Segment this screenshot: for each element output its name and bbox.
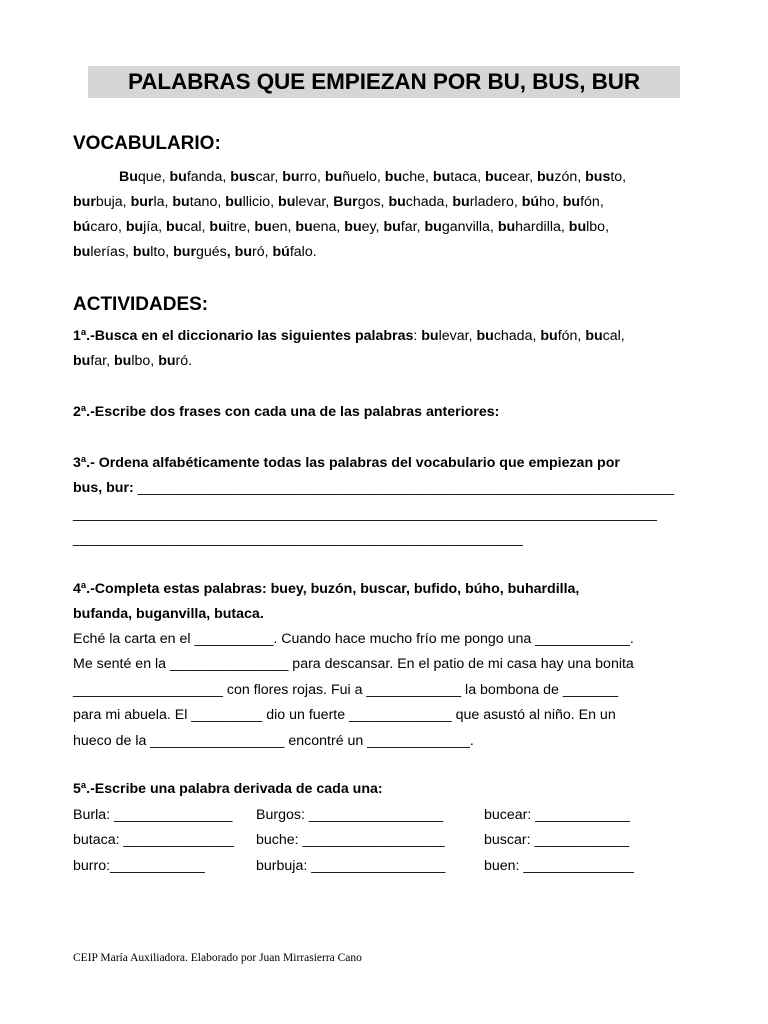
word-fragment: rro,	[299, 169, 325, 185]
word-fragment: che,	[402, 169, 433, 185]
word-fragment: chada,	[405, 194, 453, 210]
bold-syllable: bu	[562, 194, 581, 210]
word-fragment: :	[413, 328, 422, 344]
bold-syllable: 1ª.-Busca en el diccionario las siguientes palabras	[73, 328, 414, 344]
word-fragment: ey,	[361, 219, 384, 235]
derivada-cell: butaca: ______________	[73, 832, 234, 848]
word-fragment: caro,	[90, 219, 126, 235]
word-fragment: cear,	[502, 169, 537, 185]
bold-syllable: bu	[476, 328, 494, 344]
activity-3-label: bus, bur:	[73, 480, 134, 496]
bold-syllable: bu	[282, 169, 300, 185]
bold-syllable: bus	[230, 169, 256, 185]
word-fragment: lbo,	[131, 353, 159, 369]
bold-syllable: bu	[421, 328, 439, 344]
word-fragment: llicio,	[242, 194, 279, 210]
word-fragment: ró.	[175, 353, 193, 369]
bold-syllable: bu	[73, 353, 91, 369]
bold-syllable: bus	[585, 169, 611, 185]
activity-4-text-line: hueco de la _________________ encontré un _____________.	[73, 733, 474, 749]
word-fragment: chada,	[493, 328, 541, 344]
derivada-cell: buche: __________________	[256, 832, 445, 848]
word-fragment: que,	[137, 169, 170, 185]
activity-4-text-line: Me senté en la _______________ para descansar. En el patio de mi casa hay una bonita	[73, 656, 634, 672]
bold-syllable: bu	[234, 244, 252, 260]
bold-syllable: bu	[125, 219, 144, 235]
word-fragment: en,	[271, 219, 296, 235]
word-fragment: ró,	[252, 244, 273, 260]
bold-syllable: bu	[497, 219, 516, 235]
derivada-cell: Burla: _______________	[73, 807, 233, 823]
bold-syllable: bú	[73, 219, 91, 235]
word-fragment: gués	[196, 244, 227, 260]
word-fragment: levar,	[295, 194, 334, 210]
answer-blank: ____________________________________________________________________	[133, 480, 675, 496]
word-fragment: falo.	[289, 244, 317, 260]
bold-syllable: bu	[278, 194, 296, 210]
word-fragment: levar,	[438, 328, 477, 344]
activity-1-line-1	[73, 326, 625, 346]
derivada-cell: buen: ______________	[484, 858, 634, 874]
bold-syllable: bu	[132, 244, 151, 260]
word-fragment: cal,	[183, 219, 210, 235]
bold-syllable: bur	[73, 194, 96, 210]
word-fragment: lerías,	[90, 244, 133, 260]
word-fragment: ganvilla,	[441, 219, 498, 235]
activity-1-line-2	[73, 351, 192, 371]
bold-syllable: bu	[432, 169, 451, 185]
bold-syllable: bu	[169, 169, 187, 185]
activity-4-text-line: para mi abuela. El _________ dio un fuerte _____________ que asustó al niño. En un	[73, 707, 616, 723]
activity-2-text: 2ª.-Escribe dos frases con cada una de las palabras anteriores:	[73, 404, 500, 420]
word-fragment: la,	[153, 194, 173, 210]
vocab-line-3	[73, 217, 609, 237]
bold-syllable: bú	[521, 194, 540, 210]
actividades-heading: ACTIVIDADES:	[73, 294, 209, 315]
bold-syllable: bu	[540, 328, 558, 344]
bold-syllable: bu	[166, 219, 184, 235]
vocab-line-2	[73, 192, 604, 212]
bold-syllable: bu	[585, 328, 603, 344]
activity-5-heading: 5ª.-Escribe una palabra derivada de cada una:	[73, 781, 383, 797]
word-fragment: lto,	[150, 244, 174, 260]
bold-syllable: bu	[209, 219, 227, 235]
activity-4-line-2: bufanda, buganvilla, butaca.	[73, 606, 264, 622]
footer-credit: CEIP María Auxiliadora. Elaborado por Juan Mirrasierra Cano	[73, 952, 362, 964]
derivada-cell: buscar: ____________	[484, 832, 630, 848]
page-title: PALABRAS QUE EMPIEZAN POR BU, BUS, BUR	[88, 66, 680, 98]
vocab-line-4	[73, 242, 317, 262]
word-fragment: ena,	[312, 219, 345, 235]
vocab-line-1	[119, 167, 626, 187]
bold-syllable: Bu	[119, 169, 138, 185]
word-fragment: car,	[255, 169, 283, 185]
word-fragment: far,	[400, 219, 425, 235]
activity-4-text-line: ___________________ con flores rojas. Fui a ____________ la bombona de _______	[73, 682, 619, 698]
bold-syllable: Bur	[333, 194, 358, 210]
word-fragment: gos,	[357, 194, 389, 210]
bold-syllable: bu	[568, 219, 587, 235]
derivada-cell: burro:____________	[73, 858, 205, 874]
bold-syllable: bu	[424, 219, 442, 235]
bold-syllable: bu	[324, 169, 343, 185]
activity-3-line-1: 3ª.- Ordena alfabéticamente todas las palabras del vocabulario que empiezan por	[73, 455, 620, 471]
word-fragment: far,	[90, 353, 115, 369]
activity-3-line-2	[73, 478, 674, 498]
word-fragment: fón,	[580, 194, 604, 210]
activity-4-line-1: 4ª.-Completa estas palabras: buey, buzón, buscar, bufido, búho, buhardilla,	[73, 581, 580, 597]
bold-syllable: bu	[158, 353, 176, 369]
word-fragment: taca,	[450, 169, 485, 185]
word-fragment: ho,	[539, 194, 563, 210]
word-fragment: fanda,	[186, 169, 231, 185]
bold-syllable: ,	[226, 244, 235, 260]
derivada-cell: Burgos: _________________	[256, 807, 443, 823]
word-fragment: lbo,	[586, 219, 610, 235]
word-fragment: hardilla,	[515, 219, 569, 235]
word-fragment: tano,	[189, 194, 226, 210]
bold-syllable: bu	[73, 244, 91, 260]
bold-syllable: bu	[452, 194, 470, 210]
derivada-cell: bucear: ____________	[484, 807, 630, 823]
answer-blank-line: _________________________________________________________	[73, 531, 523, 547]
bold-syllable: bu	[388, 194, 406, 210]
word-fragment: rladero,	[469, 194, 522, 210]
bold-syllable: bur	[173, 244, 196, 260]
bold-syllable: bu	[114, 353, 132, 369]
bold-syllable: bu	[225, 194, 243, 210]
word-fragment: jía,	[143, 219, 167, 235]
word-fragment: buja,	[95, 194, 131, 210]
bold-syllable: bu	[537, 169, 555, 185]
word-fragment: to,	[610, 169, 627, 185]
word-fragment: fón,	[557, 328, 586, 344]
bold-syllable: bu	[172, 194, 190, 210]
derivada-cell: burbuja: _________________	[256, 858, 446, 874]
bold-syllable: bu	[383, 219, 401, 235]
bold-syllable: bu	[344, 219, 362, 235]
vocabulario-heading: VOCABULARIO:	[73, 133, 221, 154]
bold-syllable: bur	[130, 194, 154, 210]
word-fragment: zón,	[554, 169, 586, 185]
answer-blank-line: __________________________________________________________________________	[73, 506, 657, 522]
word-fragment: cal,	[602, 328, 625, 344]
bold-syllable: bú	[272, 244, 290, 260]
bold-syllable: bu	[484, 169, 503, 185]
word-fragment: ñuelo,	[342, 169, 385, 185]
word-fragment: itre,	[226, 219, 255, 235]
bold-syllable: bu	[384, 169, 403, 185]
bold-syllable: bu	[254, 219, 272, 235]
bold-syllable: bu	[295, 219, 313, 235]
activity-4-text-line: Eché la carta en el __________. Cuando hace mucho frío me pongo una ____________.	[73, 631, 634, 647]
